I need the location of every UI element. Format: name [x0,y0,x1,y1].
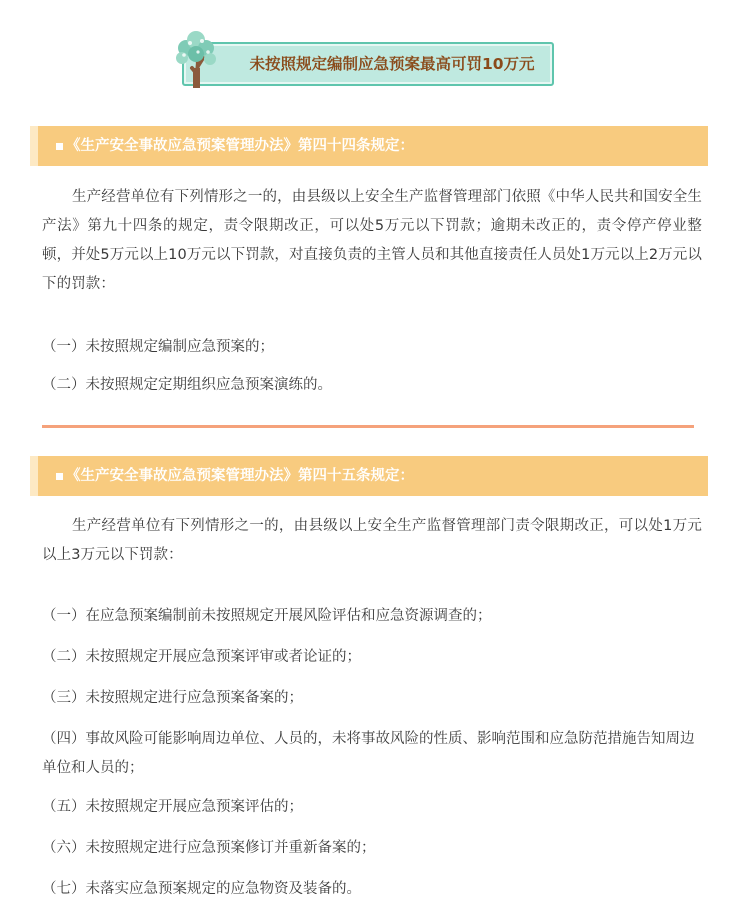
title-banner [172,28,558,90]
list-item: （一）未按照规定编制应急预案的； [42,339,274,355]
square-bullet-icon [56,143,63,150]
section-heading: 《生产安全事故应急预案管理办法》第四十五条规定： [66,468,414,484]
heading-accent [30,456,38,496]
section-paragraph: 生产经营单位有下列情形之一的，由县级以上安全生产监督管理部门依照《中华人民共和国安全生产法》第九十四条的规定，责令限期改正，可以处5万元以下罚款；逾期未改正的，责令停产停业整顿，并处5万元以上10万元以下罚款，对直接负责的主管人员和其他直接责任人员处1万元以上2万元以下的罚款： [42,189,702,292]
list-item: （四）事故风险可能影响周边单位、人员的，未将事故风险的性质、影响范围和应急防范措施告知周边单位和人员的； [42,731,695,776]
page-title: 未按照规定编制应急预案最高可罚10万元 [249,55,535,73]
list-item: （六）未按照规定进行应急预案修订并重新备案的； [42,840,376,856]
square-bullet-icon [56,473,63,480]
tree-icon [172,28,224,90]
list-item: （二）未按照规定开展应急预案评审或者论证的； [42,649,361,665]
section-heading-bar [30,126,708,166]
section-paragraph: 生产经营单位有下列情形之一的，由县级以上安全生产监督管理部门责令限期改正，可以处1万元以上3万元以下罚款： [42,518,702,563]
list-item: （七）未落实应急预案规定的应急物资及装备的。 [42,881,361,897]
section-heading-bar [30,456,708,496]
list-item: （二）未按照规定定期组织应急预案演练的。 [42,377,332,393]
section-divider [42,425,694,428]
title-box [182,42,554,86]
list-item: （一）在应急预案编制前未按照规定开展风险评估和应急资源调查的； [42,608,492,624]
section-heading: 《生产安全事故应急预案管理办法》第四十四条规定： [66,138,414,154]
list-item: （三）未按照规定进行应急预案备案的； [42,690,303,706]
list-item: （五）未按照规定开展应急预案评估的； [42,799,303,815]
heading-accent [30,126,38,166]
